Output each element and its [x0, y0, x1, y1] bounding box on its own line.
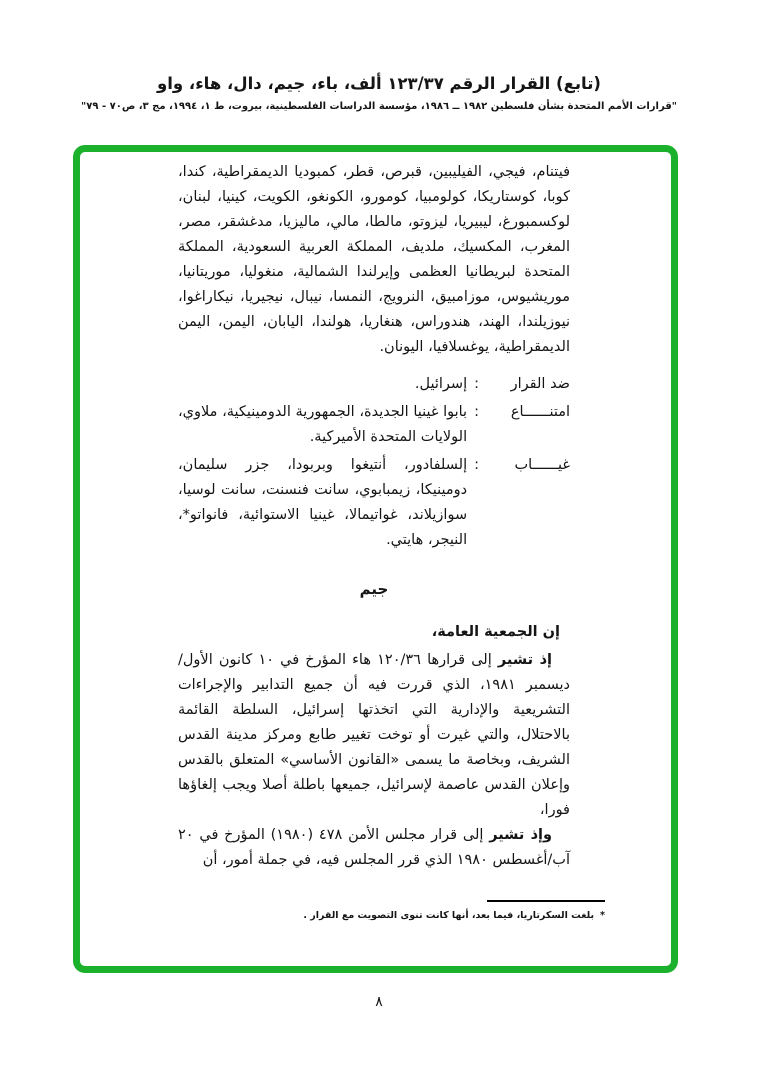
vote-row-abstain	[178, 400, 570, 450]
vote-label: غيــــــاب	[514, 457, 570, 473]
vote-label: ضد القرار	[510, 376, 570, 392]
page-title: (تابع) القرار الرقم ١٢٣/٣٧ ألف، باء، جيم، دال، هاء، واو	[157, 74, 601, 93]
paragraph-body: إلى قرارها ١٢٠/٣٦ هاء المؤرخ في ١٠ كانون الأول/ ديسمبر ١٩٨١، الذي قررت فيه أن جميع التدابير والإجراءات التشريعية والإدارية التي اتخذتها إسرائيل، السلطة القائمة بالاحتلال، والتي غيرت أو توخت تغيير طابع ومركز مدينة القدس الشريف، وبخاصة ما يسمى «القانون الأساسي» المتعلق بالقدس وإعلان القدس عاصمة لإسرائيل، جميعها باطلة أصلا ويجب إلغاؤها فورا،	[178, 652, 570, 818]
footnote-text: بلغت السكرتاريا، فيما بعد، أنها كانت تنوى التصويت مع القرار .	[303, 910, 595, 921]
source-citation: "قرارات الأمم المتحدة بشأن فلسطين ١٩٨٢ ــ ١٩٨٦، مؤسسة الدراسات الفلسطينية، بيروت، ط ١، ١٩٩٤، مج ٣، ص٧٠ - ٧٩"	[81, 101, 677, 112]
vote-separator: :	[474, 404, 479, 420]
footnote-divider	[487, 900, 605, 902]
vote-value: إسرائيل.	[414, 376, 468, 392]
vote-row-against	[178, 372, 570, 397]
section-heading-jeem: جيم	[359, 580, 389, 598]
paragraph-body: إلى قرار مجلس الأمن ٤٧٨ (١٩٨٠) المؤرخ في ٢٠ آب/أغسطس ١٩٨٠ الذي قرر المجلس فيه، في جملة أمور، أن	[178, 827, 570, 868]
vote-separator: :	[474, 457, 479, 473]
page-number: ٨	[375, 994, 383, 1010]
preamble-intro: إن الجمعية العامة،	[431, 624, 560, 640]
paragraph-recalling-478	[178, 823, 570, 873]
paragraph-recalling-36-120	[178, 648, 570, 823]
resolution-text-column	[178, 160, 570, 873]
paragraph-lead: وإذ تشير	[489, 827, 553, 843]
paragraph-lead: إذ تشير	[497, 652, 553, 668]
footnote	[165, 909, 605, 922]
vote-value: بابوا غينيا الجديدة، الجمهورية الدومينيكية، ملاوي، الولايات المتحدة الأميركية.	[178, 404, 468, 445]
vote-separator: :	[474, 376, 479, 392]
in-favour-countries: فيتنام، فيجي، الفيليبين، قبرص، قطر، كمبوديا الديمقراطية، كندا، كوبا، كوستاريكا، كولومبيا، كومورو، الكونغو، الكويت، كينيا، لبنان، لوكسمبورغ، ليبيريا، ليزوتو، مالطا، مالي، ماليزيا، مدغشقر، مصر، المغرب، المكسيك، ملديف، المملكة العربية السعودية، المملكة المتحدة لبريطانيا العظمى وإيرلندا الشمالية، منغوليا، موريتانيا، موريشيوس، موزامبيق، النرويج، النمسا، نيبال، نيجيريا، نيكاراغوا، نيوزيلندا، الهند، هندوراس، هنغاريا، هولندا، اليابان، اليمن، اليمن الديمقراطية، يوغسلافيا، اليونان.	[178, 164, 570, 355]
doc-header	[0, 74, 758, 112]
vote-label: امتنــــــاع	[510, 404, 570, 420]
footnote-marker: *	[600, 910, 605, 921]
vote-value: إلسلفادور، أنتيغوا وبربودا، جزر سليمان، دومينيكا، زيمبابوي، سانت فنسنت، سانت لوسيا، سوازيلاند، غواتيمالا، غينيا الاستوائية، فانواتو*، النيجر، هايتي.	[178, 457, 468, 548]
vote-row-absent	[178, 453, 570, 553]
